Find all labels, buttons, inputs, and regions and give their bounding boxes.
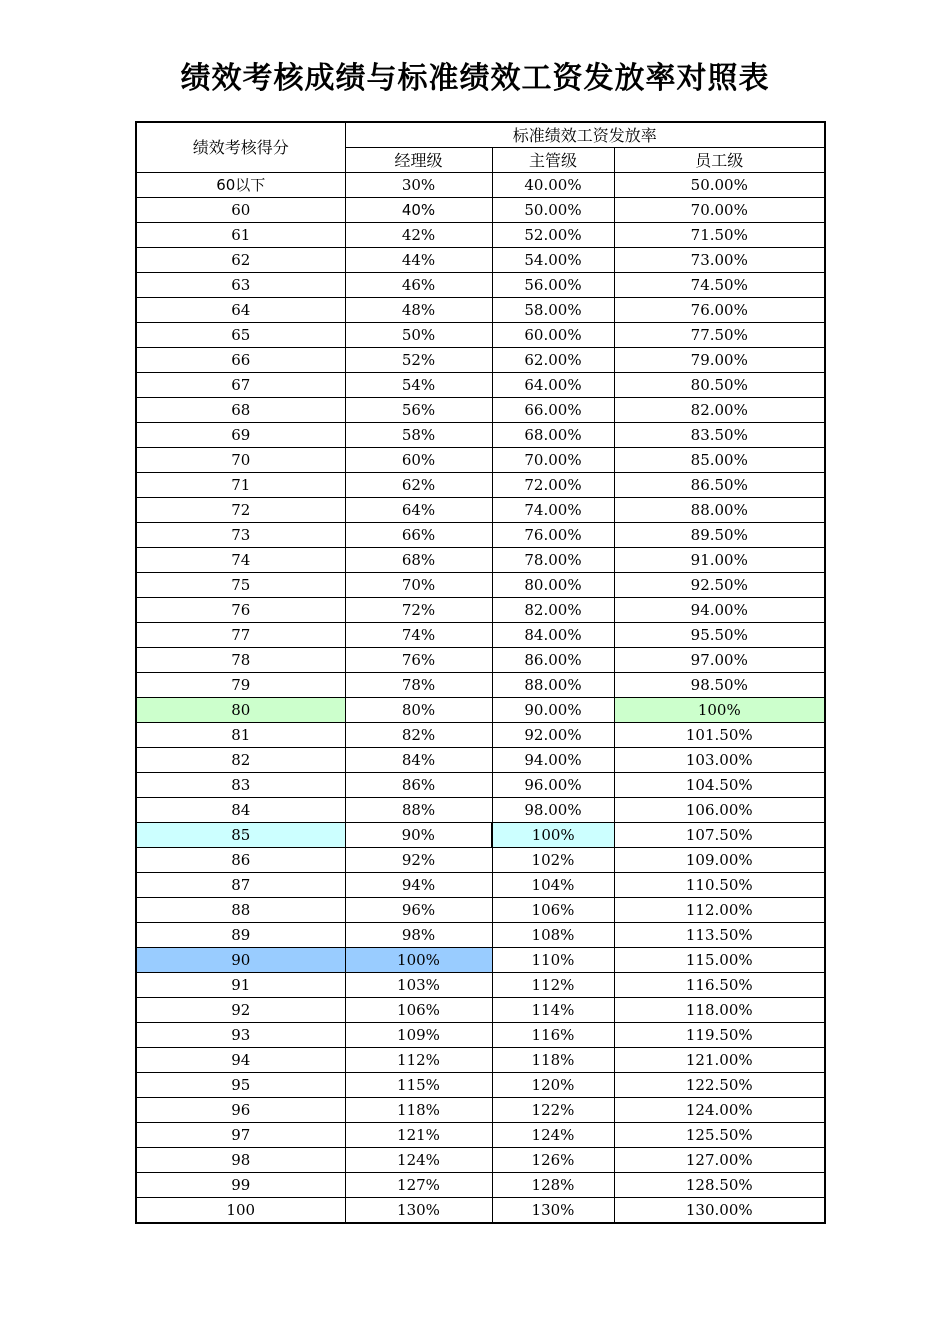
table-row bbox=[136, 398, 825, 423]
manager-rate-cell: 50% bbox=[345, 323, 492, 348]
staff-rate-cell: 85.00% bbox=[614, 448, 825, 473]
table-row bbox=[136, 623, 825, 648]
score-cell: 75 bbox=[136, 573, 345, 598]
score-column-header: 绩效考核得分 bbox=[136, 122, 345, 173]
manager-rate-cell: 127% bbox=[345, 1173, 492, 1198]
manager-rate-cell: 112% bbox=[345, 1048, 492, 1073]
supervisor-rate-cell: 76.00% bbox=[492, 523, 614, 548]
score-cell: 88 bbox=[136, 898, 345, 923]
supervisor-rate-cell: 124% bbox=[492, 1123, 614, 1148]
manager-rate-cell: 86% bbox=[345, 773, 492, 798]
supervisor-rate-cell: 64.00% bbox=[492, 373, 614, 398]
supervisor-rate-cell: 90.00% bbox=[492, 698, 614, 723]
supervisor-rate-cell: 106% bbox=[492, 898, 614, 923]
table-row bbox=[136, 573, 825, 598]
table-row bbox=[136, 273, 825, 298]
table-row bbox=[136, 198, 825, 223]
supervisor-rate-cell: 58.00% bbox=[492, 298, 614, 323]
score-cell: 77 bbox=[136, 623, 345, 648]
staff-rate-cell: 107.50% bbox=[614, 823, 825, 848]
table-row bbox=[136, 523, 825, 548]
staff-rate-cell: 98.50% bbox=[614, 673, 825, 698]
score-cell: 82 bbox=[136, 748, 345, 773]
table-row bbox=[136, 423, 825, 448]
staff-rate-cell: 83.50% bbox=[614, 423, 825, 448]
supervisor-rate-cell: 74.00% bbox=[492, 498, 614, 523]
table-row bbox=[136, 923, 825, 948]
manager-rate-cell: 72% bbox=[345, 598, 492, 623]
manager-rate-cell: 52% bbox=[345, 348, 492, 373]
supervisor-rate-cell: 98.00% bbox=[492, 798, 614, 823]
table-row bbox=[136, 1123, 825, 1148]
score-cell: 91 bbox=[136, 973, 345, 998]
staff-rate-cell: 122.50% bbox=[614, 1073, 825, 1098]
score-cell: 76 bbox=[136, 598, 345, 623]
score-cell: 68 bbox=[136, 398, 345, 423]
staff-rate-cell: 112.00% bbox=[614, 898, 825, 923]
staff-rate-cell: 113.50% bbox=[614, 923, 825, 948]
manager-rate-cell: 74% bbox=[345, 623, 492, 648]
supervisor-rate-cell: 94.00% bbox=[492, 748, 614, 773]
staff-rate-cell: 104.50% bbox=[614, 773, 825, 798]
table-row bbox=[136, 1098, 825, 1123]
staff-rate-cell: 95.50% bbox=[614, 623, 825, 648]
score-cell: 73 bbox=[136, 523, 345, 548]
supervisor-rate-cell: 108% bbox=[492, 923, 614, 948]
table-row bbox=[136, 173, 825, 198]
supervisor-rate-cell: 82.00% bbox=[492, 598, 614, 623]
supervisor-rate-cell: 40.00% bbox=[492, 173, 614, 198]
page-title: 绩效考核成绩与标准绩效工资发放率对照表 bbox=[180, 61, 770, 96]
manager-rate-cell: 44% bbox=[345, 248, 492, 273]
manager-rate-cell: 92% bbox=[345, 848, 492, 873]
staff-rate-cell: 110.50% bbox=[614, 873, 825, 898]
staff-rate-cell: 77.50% bbox=[614, 323, 825, 348]
supervisor-rate-cell: 102% bbox=[492, 848, 614, 873]
score-cell: 84 bbox=[136, 798, 345, 823]
manager-rate-cell: 80% bbox=[345, 698, 492, 723]
table-row bbox=[136, 1023, 825, 1048]
table-row bbox=[136, 473, 825, 498]
score-cell: 64 bbox=[136, 298, 345, 323]
staff-rate-cell: 103.00% bbox=[614, 748, 825, 773]
table-row bbox=[136, 798, 825, 823]
manager-rate-cell: 70% bbox=[345, 573, 492, 598]
manager-rate-cell: 88% bbox=[345, 798, 492, 823]
score-cell: 90 bbox=[136, 948, 345, 973]
table-row bbox=[136, 1148, 825, 1173]
table-row bbox=[136, 648, 825, 673]
staff-rate-cell: 125.50% bbox=[614, 1123, 825, 1148]
staff-rate-cell: 73.00% bbox=[614, 248, 825, 273]
staff-rate-cell: 89.50% bbox=[614, 523, 825, 548]
staff-level-header: 员工级 bbox=[614, 148, 825, 173]
table-row bbox=[136, 998, 825, 1023]
manager-rate-cell: 78% bbox=[345, 673, 492, 698]
manager-rate-cell: 48% bbox=[345, 298, 492, 323]
staff-rate-cell: 50.00% bbox=[614, 173, 825, 198]
supervisor-rate-cell: 114% bbox=[492, 998, 614, 1023]
score-cell: 85 bbox=[136, 823, 345, 848]
table-row bbox=[136, 598, 825, 623]
score-cell: 66 bbox=[136, 348, 345, 373]
supervisor-rate-cell: 128% bbox=[492, 1173, 614, 1198]
score-cell: 63 bbox=[136, 273, 345, 298]
table-row bbox=[136, 498, 825, 523]
supervisor-rate-cell: 100% bbox=[492, 823, 614, 848]
score-cell: 87 bbox=[136, 873, 345, 898]
manager-rate-cell: 98% bbox=[345, 923, 492, 948]
staff-rate-cell: 121.00% bbox=[614, 1048, 825, 1073]
manager-rate-cell: 60% bbox=[345, 448, 492, 473]
supervisor-rate-cell: 126% bbox=[492, 1148, 614, 1173]
supervisor-rate-cell: 120% bbox=[492, 1073, 614, 1098]
supervisor-rate-cell: 122% bbox=[492, 1098, 614, 1123]
table-row bbox=[136, 1198, 825, 1224]
score-cell: 62 bbox=[136, 248, 345, 273]
table-row bbox=[136, 723, 825, 748]
supervisor-rate-cell: 92.00% bbox=[492, 723, 614, 748]
staff-rate-cell: 92.50% bbox=[614, 573, 825, 598]
staff-rate-cell: 79.00% bbox=[614, 348, 825, 373]
table-row bbox=[136, 373, 825, 398]
manager-rate-cell: 106% bbox=[345, 998, 492, 1023]
manager-rate-cell: 68% bbox=[345, 548, 492, 573]
score-cell: 60 bbox=[136, 198, 345, 223]
table-row bbox=[136, 673, 825, 698]
staff-rate-cell: 115.00% bbox=[614, 948, 825, 973]
table-row bbox=[136, 748, 825, 773]
manager-rate-cell: 56% bbox=[345, 398, 492, 423]
supervisor-rate-cell: 60.00% bbox=[492, 323, 614, 348]
staff-rate-cell: 97.00% bbox=[614, 648, 825, 673]
supervisor-rate-cell: 50.00% bbox=[492, 198, 614, 223]
score-cell: 74 bbox=[136, 548, 345, 573]
rate-table-container bbox=[135, 121, 824, 1224]
score-cell: 60以下 bbox=[136, 173, 345, 198]
supervisor-rate-cell: 118% bbox=[492, 1048, 614, 1073]
manager-rate-cell: 118% bbox=[345, 1098, 492, 1123]
manager-rate-cell: 58% bbox=[345, 423, 492, 448]
staff-rate-cell: 86.50% bbox=[614, 473, 825, 498]
supervisor-rate-cell: 116% bbox=[492, 1023, 614, 1048]
staff-rate-cell: 101.50% bbox=[614, 723, 825, 748]
manager-rate-cell: 30% bbox=[345, 173, 492, 198]
score-cell: 81 bbox=[136, 723, 345, 748]
score-cell: 89 bbox=[136, 923, 345, 948]
score-cell: 96 bbox=[136, 1098, 345, 1123]
score-cell: 83 bbox=[136, 773, 345, 798]
manager-rate-cell: 94% bbox=[345, 873, 492, 898]
table-row bbox=[136, 1048, 825, 1073]
table-row bbox=[136, 848, 825, 873]
staff-rate-cell: 124.00% bbox=[614, 1098, 825, 1123]
score-cell: 79 bbox=[136, 673, 345, 698]
staff-rate-cell: 127.00% bbox=[614, 1148, 825, 1173]
table-row bbox=[136, 973, 825, 998]
score-cell: 67 bbox=[136, 373, 345, 398]
table-row bbox=[136, 1073, 825, 1098]
supervisor-level-header: 主管级 bbox=[492, 148, 614, 173]
manager-rate-cell: 54% bbox=[345, 373, 492, 398]
staff-rate-cell: 130.00% bbox=[614, 1198, 825, 1224]
table-row bbox=[136, 298, 825, 323]
table-row bbox=[136, 773, 825, 798]
supervisor-rate-cell: 130% bbox=[492, 1198, 614, 1224]
table-row bbox=[136, 698, 825, 723]
supervisor-rate-cell: 70.00% bbox=[492, 448, 614, 473]
table-row bbox=[136, 548, 825, 573]
supervisor-rate-cell: 72.00% bbox=[492, 473, 614, 498]
manager-rate-cell: 124% bbox=[345, 1148, 492, 1173]
score-cell: 100 bbox=[136, 1198, 345, 1224]
supervisor-rate-cell: 52.00% bbox=[492, 223, 614, 248]
staff-rate-cell: 100% bbox=[614, 698, 825, 723]
table-row bbox=[136, 898, 825, 923]
staff-rate-cell: 71.50% bbox=[614, 223, 825, 248]
supervisor-rate-cell: 54.00% bbox=[492, 248, 614, 273]
table-row bbox=[136, 1173, 825, 1198]
supervisor-rate-cell: 84.00% bbox=[492, 623, 614, 648]
supervisor-rate-cell: 86.00% bbox=[492, 648, 614, 673]
table-row bbox=[136, 323, 825, 348]
supervisor-rate-cell: 66.00% bbox=[492, 398, 614, 423]
staff-rate-cell: 82.00% bbox=[614, 398, 825, 423]
manager-rate-cell: 46% bbox=[345, 273, 492, 298]
manager-rate-cell: 130% bbox=[345, 1198, 492, 1224]
score-cell: 65 bbox=[136, 323, 345, 348]
manager-rate-cell: 40% bbox=[345, 198, 492, 223]
supervisor-rate-cell: 78.00% bbox=[492, 548, 614, 573]
table-row bbox=[136, 948, 825, 973]
manager-rate-cell: 103% bbox=[345, 973, 492, 998]
manager-rate-cell: 90% bbox=[345, 823, 492, 848]
table-row bbox=[136, 348, 825, 373]
manager-rate-cell: 42% bbox=[345, 223, 492, 248]
score-cell: 99 bbox=[136, 1173, 345, 1198]
supervisor-rate-cell: 62.00% bbox=[492, 348, 614, 373]
rate-group-header: 标准绩效工资发放率 bbox=[345, 122, 825, 148]
manager-rate-cell: 62% bbox=[345, 473, 492, 498]
staff-rate-cell: 76.00% bbox=[614, 298, 825, 323]
manager-rate-cell: 64% bbox=[345, 498, 492, 523]
rate-table-body bbox=[136, 173, 825, 1224]
score-cell: 61 bbox=[136, 223, 345, 248]
table-row bbox=[136, 823, 825, 848]
staff-rate-cell: 91.00% bbox=[614, 548, 825, 573]
manager-level-header: 经理级 bbox=[345, 148, 492, 173]
supervisor-rate-cell: 112% bbox=[492, 973, 614, 998]
score-cell: 80 bbox=[136, 698, 345, 723]
staff-rate-cell: 88.00% bbox=[614, 498, 825, 523]
staff-rate-cell: 94.00% bbox=[614, 598, 825, 623]
staff-rate-cell: 119.50% bbox=[614, 1023, 825, 1048]
supervisor-rate-cell: 68.00% bbox=[492, 423, 614, 448]
manager-rate-cell: 66% bbox=[345, 523, 492, 548]
supervisor-rate-cell: 110% bbox=[492, 948, 614, 973]
supervisor-rate-cell: 80.00% bbox=[492, 573, 614, 598]
table-row bbox=[136, 873, 825, 898]
score-cell: 95 bbox=[136, 1073, 345, 1098]
score-cell: 98 bbox=[136, 1148, 345, 1173]
staff-rate-cell: 116.50% bbox=[614, 973, 825, 998]
manager-rate-cell: 84% bbox=[345, 748, 492, 773]
staff-rate-cell: 74.50% bbox=[614, 273, 825, 298]
table-row bbox=[136, 448, 825, 473]
table-row bbox=[136, 223, 825, 248]
staff-rate-cell: 106.00% bbox=[614, 798, 825, 823]
score-cell: 69 bbox=[136, 423, 345, 448]
staff-rate-cell: 109.00% bbox=[614, 848, 825, 873]
score-cell: 86 bbox=[136, 848, 345, 873]
staff-rate-cell: 118.00% bbox=[614, 998, 825, 1023]
score-cell: 94 bbox=[136, 1048, 345, 1073]
manager-rate-cell: 76% bbox=[345, 648, 492, 673]
manager-rate-cell: 109% bbox=[345, 1023, 492, 1048]
staff-rate-cell: 70.00% bbox=[614, 198, 825, 223]
score-cell: 97 bbox=[136, 1123, 345, 1148]
staff-rate-cell: 128.50% bbox=[614, 1173, 825, 1198]
supervisor-rate-cell: 96.00% bbox=[492, 773, 614, 798]
manager-rate-cell: 115% bbox=[345, 1073, 492, 1098]
supervisor-rate-cell: 88.00% bbox=[492, 673, 614, 698]
score-cell: 70 bbox=[136, 448, 345, 473]
staff-rate-cell: 80.50% bbox=[614, 373, 825, 398]
rate-table bbox=[135, 121, 826, 1224]
manager-rate-cell: 100% bbox=[345, 948, 492, 973]
score-cell: 72 bbox=[136, 498, 345, 523]
manager-rate-cell: 121% bbox=[345, 1123, 492, 1148]
score-cell: 92 bbox=[136, 998, 345, 1023]
manager-rate-cell: 96% bbox=[345, 898, 492, 923]
score-cell: 93 bbox=[136, 1023, 345, 1048]
supervisor-rate-cell: 104% bbox=[492, 873, 614, 898]
supervisor-rate-cell: 56.00% bbox=[492, 273, 614, 298]
score-cell: 71 bbox=[136, 473, 345, 498]
score-cell: 78 bbox=[136, 648, 345, 673]
table-row bbox=[136, 248, 825, 273]
manager-rate-cell: 82% bbox=[345, 723, 492, 748]
